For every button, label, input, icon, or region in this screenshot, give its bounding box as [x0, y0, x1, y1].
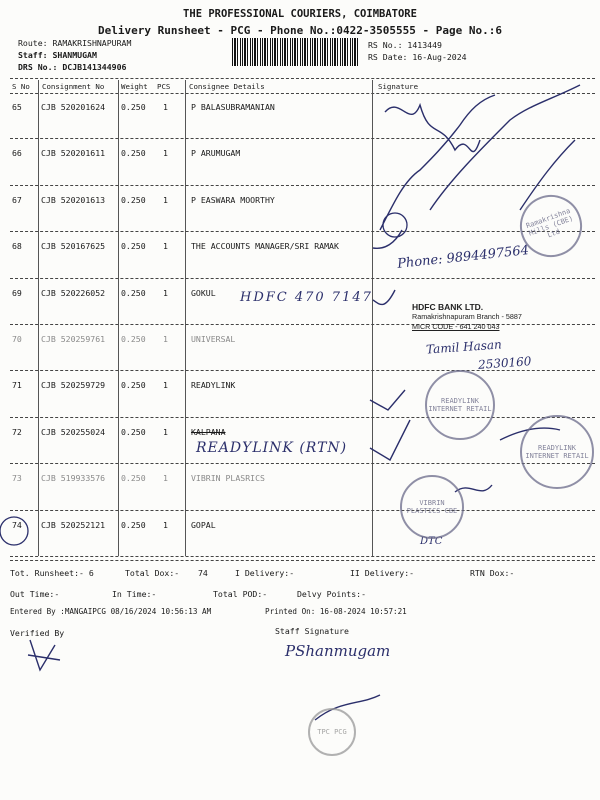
row-consignee: GOPAL: [191, 519, 216, 530]
row-pcs: 1: [163, 194, 168, 205]
total-dox-label: Total Dox:-: [125, 568, 180, 578]
row-consignee: P EASWARA MOORTHY: [191, 194, 275, 205]
row-pcs: 1: [163, 426, 168, 437]
row-consignee: P ARUMUGAM: [191, 148, 241, 159]
row-divider: [10, 556, 595, 557]
row-sno: 74: [12, 519, 22, 530]
row-consignee: THE ACCOUNTS MANAGER/SRI RAMAK: [191, 241, 339, 252]
row-sno: 69: [12, 287, 22, 298]
row-sno: 66: [12, 148, 22, 159]
table-row: [0, 467, 600, 513]
staff-signature: PShanmugam: [285, 642, 391, 660]
row-consignee: KALPANA: [191, 426, 226, 437]
readylink-retail-stamp: READYLINK INTERNET RETAIL: [520, 415, 594, 489]
row-sno: 71: [12, 380, 22, 391]
row-consignment-no: CJB 520201611: [41, 148, 106, 159]
rs-date: RS Date: 16-Aug-2024: [368, 52, 467, 62]
bank-name: HDFC BANK LTD.: [412, 302, 484, 312]
row-pcs: 1: [163, 380, 168, 391]
company-title: THE PROFESSIONAL COURIERS, COIMBATORE: [183, 8, 417, 20]
row-divider: [10, 231, 595, 232]
table-row: [0, 96, 600, 142]
row-weight: 0.250: [121, 194, 146, 205]
table-bottom-rule: [10, 560, 595, 561]
out-time: Out Time:-: [10, 589, 60, 599]
verified-by-label: Verified By: [10, 628, 65, 638]
row-divider: [10, 185, 595, 186]
row-consignee: UNIVERSAL: [191, 334, 236, 344]
total-pod: Total POD:-: [213, 589, 268, 599]
drs-number: DRS No.: DCJB141344906: [18, 62, 127, 72]
staff-label: Staff: SHANMUGAM: [18, 50, 97, 60]
handwritten-name: Tamil Hasan: [425, 337, 503, 357]
table-row: [0, 374, 600, 420]
row-consignment-no: CJB 520252121: [41, 519, 106, 530]
row-divider: [10, 510, 595, 511]
row-weight: 0.250: [121, 287, 146, 298]
route-label: Route: RAMAKRISHNAPURAM: [18, 38, 132, 48]
table-top-rule: [10, 78, 595, 79]
row-weight: 0.250: [121, 148, 146, 159]
staff-signature-label: Staff Signature: [275, 626, 349, 636]
row-divider: [10, 138, 595, 139]
table-row: [0, 189, 600, 235]
i-delivery: I Delivery:-: [235, 568, 295, 578]
handwritten-phone-note: Phone: 9894497564: [396, 243, 530, 272]
table-header-rule: [10, 93, 595, 94]
handwritten-dtc: DTC: [420, 536, 443, 547]
row-weight: 0.250: [121, 102, 146, 112]
vibrin-stamp: VIBRIN PLASTICS CBE: [400, 475, 464, 539]
handwritten-number: 2530160: [477, 354, 532, 372]
row-pcs: 1: [163, 519, 168, 530]
row-pcs: 1: [163, 241, 168, 252]
row-consignee: P BALASUBRAMANIAN: [191, 102, 275, 112]
row-sno: 68: [12, 241, 22, 252]
row-pcs: 1: [163, 148, 168, 159]
row-consignee: VIBRIN PLASRICS: [191, 473, 265, 484]
row-consignment-no: CJB 519933576: [41, 473, 106, 484]
tpc-stamp: TPC PCG: [308, 708, 356, 756]
row-weight: 0.250: [121, 334, 146, 344]
handwritten-hdfc-note: HDFC 470 7147: [240, 290, 373, 305]
row-consignee: READYLINK: [191, 380, 236, 391]
row-consignment-no: CJB 520226052: [41, 287, 106, 298]
total-runsheet: Tot. Runsheet:- 6: [10, 568, 94, 578]
readylink-stamp: READYLINK INTERNET RETAIL: [425, 370, 495, 440]
row-divider: [10, 463, 595, 464]
row-sno: 67: [12, 194, 22, 205]
row-consignment-no: CJB 520167625: [41, 241, 106, 252]
row-pcs: 1: [163, 473, 168, 484]
row-consignment-no: CJB 520201613: [41, 194, 106, 205]
col-header-weight: Weight: [121, 82, 148, 91]
entered-by: Entered By :MANGAIPCG 08/16/2024 10:56:13 AM: [10, 607, 212, 616]
total-dox-value: 74: [198, 568, 208, 578]
col-header-signature: Signature: [378, 82, 419, 91]
row-sno: 70: [12, 334, 22, 344]
row-pcs: 1: [163, 287, 168, 298]
in-time: In Time:-: [112, 589, 157, 599]
row-consignment-no: CJB 520259729: [41, 380, 106, 391]
table-row: [0, 142, 600, 188]
table-row: [0, 514, 600, 560]
printed-on: Printed On: 16-08-2024 10:57:21: [265, 607, 407, 616]
col-header-consignee: Consignee Details: [189, 82, 265, 91]
barcode: [232, 38, 360, 66]
row-divider: [10, 370, 595, 371]
row-weight: 0.250: [121, 241, 146, 252]
row-sno: 72: [12, 426, 22, 437]
mills-stamp: Ramakrishna Mills (CBE) Ltd: [511, 186, 590, 265]
row-pcs: 1: [163, 102, 168, 112]
rtn-dox: RTN Dox:-: [470, 568, 515, 578]
row-divider: [10, 278, 595, 279]
row-weight: 0.250: [121, 519, 146, 530]
row-consignment-no: CJB 520255024: [41, 426, 106, 437]
row-divider: [10, 417, 595, 418]
hdfc-bank-stamp: [412, 302, 540, 332]
handwritten-readylink-note: READYLINK (RTN): [196, 440, 348, 456]
bank-micr: MICR CODE - 641 240 043: [412, 322, 500, 331]
rs-number: RS No.: 1413449: [368, 40, 442, 50]
col-header-consignment: Consignment No: [42, 82, 105, 91]
verifier-signature: [28, 640, 60, 670]
row-sno: 73: [12, 473, 22, 484]
delivery-points: Delvy Points:-: [297, 589, 367, 599]
col-header-sno: S No: [12, 82, 30, 91]
row-sno: 65: [12, 102, 22, 112]
row-weight: 0.250: [121, 426, 146, 437]
bank-branch: Ramakrishnapuram Branch - 5887: [412, 312, 522, 321]
row-pcs: 1: [163, 334, 168, 344]
runsheet-subtitle: Delivery Runsheet - PCG - Phone No.:0422-3505555 - Page No.:6: [98, 24, 502, 37]
row-consignment-no: CJB 520259761: [41, 334, 106, 344]
row-consignment-no: CJB 520201624: [41, 102, 106, 112]
col-header-pcs: PCS: [157, 82, 171, 91]
ii-delivery: II Delivery:-: [350, 568, 415, 578]
row-consignee: GOKUL: [191, 287, 216, 298]
row-weight: 0.250: [121, 473, 146, 484]
row-weight: 0.250: [121, 380, 146, 391]
